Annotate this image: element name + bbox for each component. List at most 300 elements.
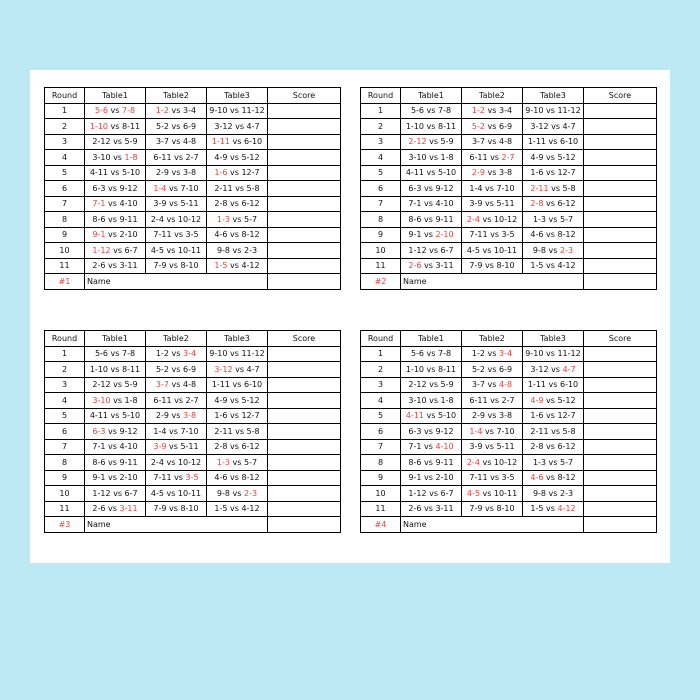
score-cell[interactable] (584, 119, 657, 135)
name-row (45, 517, 341, 533)
name-row (361, 517, 657, 533)
table-3-matchup (523, 424, 584, 440)
table-2-matchup (146, 439, 207, 455)
table-3-matchup (207, 362, 268, 378)
matchup-text: 3-7 vs 4-8 (155, 137, 197, 147)
table-row (45, 103, 341, 119)
matchup-text: 7-1 vs 4-10 (92, 442, 138, 452)
table-row (361, 227, 657, 243)
table-row (361, 258, 657, 274)
score-cell[interactable] (584, 165, 657, 181)
table-1-matchup (401, 227, 462, 243)
round-number: 6 (45, 181, 85, 197)
table-1-matchup (85, 165, 146, 181)
highlighted-pair: 2-4 (466, 214, 480, 224)
round-number: 4 (361, 393, 401, 409)
table-row (45, 165, 341, 181)
table-3-matchup (207, 165, 268, 181)
matchup-text: 1-6 vs 12-7 (214, 411, 260, 421)
matchup-text: vs 6-7 (110, 245, 138, 255)
round-number: 6 (45, 424, 85, 440)
table-1-matchup (401, 150, 462, 166)
score-cell[interactable] (584, 408, 657, 424)
highlighted-pair: 3-7 (155, 380, 169, 390)
table-1-matchup (401, 393, 462, 409)
table-3-matchup (207, 470, 268, 486)
matchup-text: vs 10-12 (479, 214, 518, 224)
table-1-matchup (401, 181, 462, 197)
table-3-matchup (523, 408, 584, 424)
table-3-matchup (207, 134, 268, 150)
score-cell[interactable] (584, 150, 657, 166)
matchup-text: 7-11 vs 3-5 (469, 230, 515, 240)
table-2-matchup (462, 196, 523, 212)
table-2-matchup (146, 119, 207, 135)
score-cell[interactable] (268, 119, 341, 135)
table-row (45, 134, 341, 150)
score-cell[interactable] (268, 501, 341, 517)
score-cell[interactable] (584, 486, 657, 502)
round-number: 8 (45, 455, 85, 471)
matchup-text: 3-12 vs (530, 364, 563, 374)
matchup-text: 5-6 vs 7-8 (410, 106, 452, 116)
round-number: 1 (361, 346, 401, 362)
score-cell[interactable] (268, 439, 341, 455)
round-number: 9 (45, 470, 85, 486)
score-cell[interactable] (584, 393, 657, 409)
matchup-text: vs 7-10 (166, 183, 199, 193)
matchup-text: 9-8 vs 2-3 (532, 488, 574, 498)
table-row (45, 243, 341, 259)
score-cell[interactable] (584, 181, 657, 197)
highlighted-pair: 7-8 (122, 106, 136, 116)
highlighted-pair: 3-8 (182, 411, 197, 421)
score-cell[interactable] (584, 455, 657, 471)
name-row (45, 274, 341, 290)
table-2-matchup (146, 212, 207, 228)
table-2-matchup (462, 408, 523, 424)
table-row (361, 501, 657, 517)
score-cell[interactable] (584, 362, 657, 378)
table-row (45, 393, 341, 409)
table-row (361, 196, 657, 212)
round-number: 5 (361, 408, 401, 424)
score-cell[interactable] (268, 377, 341, 393)
table-2-matchup (146, 181, 207, 197)
matchup-text: 9-8 vs (216, 488, 244, 498)
table-row (45, 501, 341, 517)
highlighted-pair: 3-10 (92, 395, 111, 405)
matchup-text: 9-1 vs 2-10 (408, 473, 454, 483)
matchup-text: 1-3 vs 5-7 (532, 214, 574, 224)
table-3-matchup (207, 346, 268, 362)
column-header: Table1 (401, 88, 462, 104)
column-header: Table1 (85, 331, 146, 347)
score-cell[interactable] (268, 134, 341, 150)
table-row (45, 212, 341, 228)
table-3-matchup (523, 119, 584, 135)
highlighted-pair: 1-3 (216, 214, 230, 224)
table-3-matchup (523, 346, 584, 362)
table-row (361, 134, 657, 150)
matchup-text: 2-12 vs 5-9 (92, 137, 138, 147)
highlighted-pair: 1-11 (211, 137, 230, 147)
score-cell[interactable] (268, 455, 341, 471)
table-1-matchup (401, 470, 462, 486)
score-cell[interactable] (584, 346, 657, 362)
matchup-text: 1-11 vs 6-10 (527, 380, 579, 390)
matchup-text: 1-11 vs 6-10 (211, 380, 263, 390)
matchup-text: 7-9 vs 8-10 (469, 261, 515, 271)
table-3-matchup (523, 439, 584, 455)
highlighted-pair: 9-1 (92, 230, 106, 240)
matchup-text: 7-9 vs 8-10 (153, 504, 199, 514)
table-1-matchup (401, 501, 462, 517)
column-header: Score (268, 88, 341, 104)
matchup-text: 4-11 vs 5-10 (89, 168, 141, 178)
matchup-text: 7-11 vs 3-5 (153, 230, 199, 240)
column-header: Table1 (401, 331, 462, 347)
table-2-matchup (462, 470, 523, 486)
column-header: Round (45, 331, 85, 347)
name-field[interactable]: Name (401, 517, 584, 533)
highlighted-pair: 4-9 (530, 395, 544, 405)
matchup-text: 1-11 vs 6-10 (527, 137, 579, 147)
name-field[interactable]: Name (401, 274, 584, 290)
score-cell[interactable] (268, 486, 341, 502)
table-1-matchup (85, 362, 146, 378)
score-cell[interactable] (584, 196, 657, 212)
table-3-matchup (207, 377, 268, 393)
round-number: 3 (361, 377, 401, 393)
round-number: 1 (361, 103, 401, 119)
score-cell[interactable] (584, 501, 657, 517)
round-number: 8 (45, 212, 85, 228)
table-row (361, 346, 657, 362)
matchup-text: 6-3 vs 9-12 (408, 426, 454, 436)
table-3-matchup (523, 362, 584, 378)
table-1-matchup (401, 346, 462, 362)
matchup-text: 7-11 vs (153, 473, 186, 483)
score-cell[interactable] (584, 439, 657, 455)
table-row (361, 181, 657, 197)
table-row (45, 196, 341, 212)
highlighted-pair: 3-12 (214, 364, 233, 374)
score-cell[interactable] (268, 424, 341, 440)
round-number: 10 (361, 243, 401, 259)
column-header: Table3 (207, 88, 268, 104)
table-1-matchup (401, 408, 462, 424)
matchup-text: vs 4-8 (169, 380, 197, 390)
table-3-matchup (523, 258, 584, 274)
highlighted-pair: 4-10 (435, 442, 454, 452)
matchup-text: 2-6 vs 3-11 (408, 504, 454, 514)
highlighted-pair: 4-8 (498, 380, 513, 390)
score-cell[interactable] (268, 165, 341, 181)
highlighted-pair: 3-9 (153, 442, 167, 452)
score-cell[interactable] (584, 377, 657, 393)
score-cell[interactable] (268, 103, 341, 119)
table-row (45, 227, 341, 243)
matchup-text: vs 8-12 (543, 473, 576, 483)
table-1-matchup (85, 455, 146, 471)
round-number: 3 (45, 134, 85, 150)
table-1-matchup (85, 103, 146, 119)
table-3-matchup (207, 424, 268, 440)
table-1-matchup (85, 181, 146, 197)
total-score-cell[interactable] (584, 274, 657, 290)
table-3-matchup (207, 243, 268, 259)
matchup-text: 9-10 vs 11-12 (209, 106, 265, 116)
matchup-text: 3-9 vs 5-11 (469, 442, 515, 452)
matchup-text: 1-12 vs 6-7 (408, 245, 454, 255)
highlighted-pair: 1-5 (214, 261, 228, 271)
column-header: Score (584, 331, 657, 347)
table-2-matchup (146, 424, 207, 440)
table-2-matchup (146, 470, 207, 486)
table-row (361, 408, 657, 424)
table-1-matchup (401, 258, 462, 274)
matchup-text: 6-3 vs 9-12 (92, 183, 138, 193)
table-2-matchup (146, 486, 207, 502)
matchup-text: 2-8 vs 6-12 (214, 199, 260, 209)
matchup-text: 4-5 vs 10-11 (150, 488, 202, 498)
matchup-text: 3-10 vs (92, 152, 125, 162)
table-3-matchup (523, 486, 584, 502)
score-cell[interactable] (268, 181, 341, 197)
table-1-matchup (401, 439, 462, 455)
table-2-matchup (462, 439, 523, 455)
round-number: 9 (361, 227, 401, 243)
matchup-text: vs 3-11 (421, 261, 454, 271)
matchup-text: vs 5-9 (426, 137, 454, 147)
table-2-matchup (462, 501, 523, 517)
highlighted-pair: 4-6 (530, 473, 544, 483)
highlighted-pair: 2-12 (408, 137, 427, 147)
matchup-text: vs 4-12 (227, 261, 260, 271)
round-number: 11 (45, 258, 85, 274)
table-2-matchup (146, 408, 207, 424)
matchup-text: 1-3 vs 5-7 (532, 457, 574, 467)
highlighted-pair: 3-4 (498, 349, 513, 359)
table-3-matchup (207, 408, 268, 424)
round-number: 10 (45, 243, 85, 259)
matchup-text: vs 5-8 (548, 183, 576, 193)
table-2-matchup (462, 424, 523, 440)
table-row (45, 181, 341, 197)
highlighted-pair: 1-12 (92, 245, 111, 255)
score-cell[interactable] (584, 134, 657, 150)
round-number: 11 (361, 501, 401, 517)
matchup-text: 9-1 vs (408, 230, 436, 240)
round-number: 2 (45, 119, 85, 135)
score-cell[interactable] (268, 196, 341, 212)
highlighted-pair: 2-7 (501, 152, 515, 162)
round-number: 5 (45, 165, 85, 181)
matchup-text: 2-4 vs 10-12 (150, 214, 202, 224)
table-3-matchup (523, 165, 584, 181)
column-header: Table2 (462, 88, 523, 104)
column-header: Table1 (85, 88, 146, 104)
matchup-text: 1-10 vs 8-11 (405, 121, 457, 131)
table-3-matchup (207, 393, 268, 409)
matchup-text: vs 2-10 (105, 230, 138, 240)
column-header: Round (45, 88, 85, 104)
table-3-matchup (523, 470, 584, 486)
table-2-matchup (146, 134, 207, 150)
score-cell[interactable] (268, 470, 341, 486)
round-number: 11 (361, 258, 401, 274)
table-row (45, 377, 341, 393)
table-2-matchup (146, 150, 207, 166)
table-3-matchup (523, 103, 584, 119)
score-cell[interactable] (584, 470, 657, 486)
score-cell[interactable] (584, 258, 657, 274)
round-robin-table (360, 330, 657, 533)
name-field[interactable]: Name (85, 274, 268, 290)
matchup-text: 9-10 vs 11-12 (525, 349, 581, 359)
round-number: 9 (361, 470, 401, 486)
matchup-text: 1-12 vs 6-7 (92, 488, 138, 498)
highlighted-pair: 3-5 (185, 473, 199, 483)
matchup-text: 3-12 vs 4-7 (214, 121, 260, 131)
highlighted-pair: 7-1 (92, 199, 106, 209)
round-number: 10 (361, 486, 401, 502)
score-cell[interactable] (268, 408, 341, 424)
highlighted-pair: 1-8 (124, 152, 138, 162)
matchup-text: 3-9 vs 5-11 (469, 199, 515, 209)
table-1-matchup (85, 258, 146, 274)
total-score-cell[interactable] (268, 517, 341, 533)
column-header: Score (584, 88, 657, 104)
score-cell[interactable] (584, 243, 657, 259)
matchup-text: 6-11 vs 2-7 (153, 395, 199, 405)
matchup-text: 3-7 vs (471, 380, 499, 390)
matchup-text: vs 4-10 (105, 199, 138, 209)
highlighted-pair: 1-3 (216, 457, 230, 467)
matchup-text: 8-6 vs 9-11 (408, 214, 454, 224)
highlighted-pair: 1-2 (155, 106, 169, 116)
table-1-matchup (401, 362, 462, 378)
matchup-text: vs 5-7 (230, 214, 258, 224)
round-number: 6 (361, 181, 401, 197)
matchup-text: 5-6 vs 7-8 (94, 349, 136, 359)
score-cell[interactable] (268, 150, 341, 166)
score-cell[interactable] (268, 346, 341, 362)
matchup-text: vs 6-9 (485, 121, 513, 131)
column-header: Table2 (146, 88, 207, 104)
score-cell[interactable] (584, 103, 657, 119)
table-3-matchup (523, 181, 584, 197)
matchup-text: 1-10 vs 8-11 (89, 364, 141, 374)
round-number: 1 (45, 103, 85, 119)
matchup-text: 9-8 vs 2-3 (216, 245, 258, 255)
table-row (45, 258, 341, 274)
matchup-text: 1-10 vs 8-11 (405, 364, 457, 374)
table-1-matchup (401, 103, 462, 119)
score-cell[interactable] (584, 424, 657, 440)
table-3-matchup (207, 501, 268, 517)
table-row (361, 212, 657, 228)
matchup-text: 6-11 vs (469, 152, 502, 162)
highlighted-pair: 1-6 (214, 168, 228, 178)
table-row (45, 362, 341, 378)
table-row (45, 408, 341, 424)
score-cell[interactable] (268, 258, 341, 274)
column-header: Table2 (462, 331, 523, 347)
matchup-text: 2-4 vs 10-12 (150, 457, 202, 467)
table-3-matchup (523, 377, 584, 393)
header-row (45, 331, 341, 347)
matchup-text: 1-5 vs 4-12 (530, 261, 576, 271)
name-field[interactable]: Name (85, 517, 268, 533)
table-3-matchup (523, 150, 584, 166)
table-3-matchup (207, 227, 268, 243)
table-2-matchup (146, 227, 207, 243)
highlighted-pair: 4-11 (405, 411, 424, 421)
matchup-text: 3-9 vs 5-11 (153, 199, 199, 209)
table-1-matchup (85, 243, 146, 259)
table-2-matchup (462, 134, 523, 150)
score-cell[interactable] (268, 227, 341, 243)
table-3-matchup (523, 227, 584, 243)
score-cell[interactable] (584, 212, 657, 228)
total-score-cell[interactable] (268, 274, 341, 290)
highlighted-pair: 3-4 (182, 349, 197, 359)
matchup-text: vs 6-10 (230, 137, 263, 147)
table-1-matchup (401, 134, 462, 150)
highlighted-pair: 5-2 (471, 121, 485, 131)
schedule-card-2 (360, 87, 657, 290)
matchup-text: 1-5 vs 4-12 (214, 504, 260, 514)
matchup-text: 7-9 vs 8-10 (153, 261, 199, 271)
table-1-matchup (85, 501, 146, 517)
matchup-text: vs 3-8 (485, 168, 513, 178)
score-cell[interactable] (268, 362, 341, 378)
matchup-text: 4-6 vs 8-12 (530, 230, 576, 240)
table-2-matchup (146, 165, 207, 181)
matchup-text: 1-4 vs 7-10 (153, 426, 199, 436)
table-row (361, 470, 657, 486)
score-cell[interactable] (268, 212, 341, 228)
table-row (45, 150, 341, 166)
table-1-matchup (85, 486, 146, 502)
table-2-matchup (462, 377, 523, 393)
table-row (45, 346, 341, 362)
score-cell[interactable] (268, 393, 341, 409)
total-score-cell[interactable] (584, 517, 657, 533)
table-2-matchup (462, 258, 523, 274)
table-1-matchup (85, 134, 146, 150)
card-number: #1 (45, 274, 85, 290)
table-3-matchup (523, 243, 584, 259)
table-1-matchup (401, 165, 462, 181)
table-2-matchup (462, 243, 523, 259)
score-cell[interactable] (268, 243, 341, 259)
table-3-matchup (523, 393, 584, 409)
table-3-matchup (207, 103, 268, 119)
matchup-text: 2-6 vs (92, 504, 120, 514)
matchup-text: vs 9-12 (105, 426, 138, 436)
score-cell[interactable] (584, 227, 657, 243)
table-2-matchup (146, 501, 207, 517)
matchup-text: vs 5-10 (424, 411, 457, 421)
table-3-matchup (207, 150, 268, 166)
table-3-matchup (207, 439, 268, 455)
header-row (45, 88, 341, 104)
schedule-sheet (30, 70, 670, 563)
round-number: 7 (361, 439, 401, 455)
